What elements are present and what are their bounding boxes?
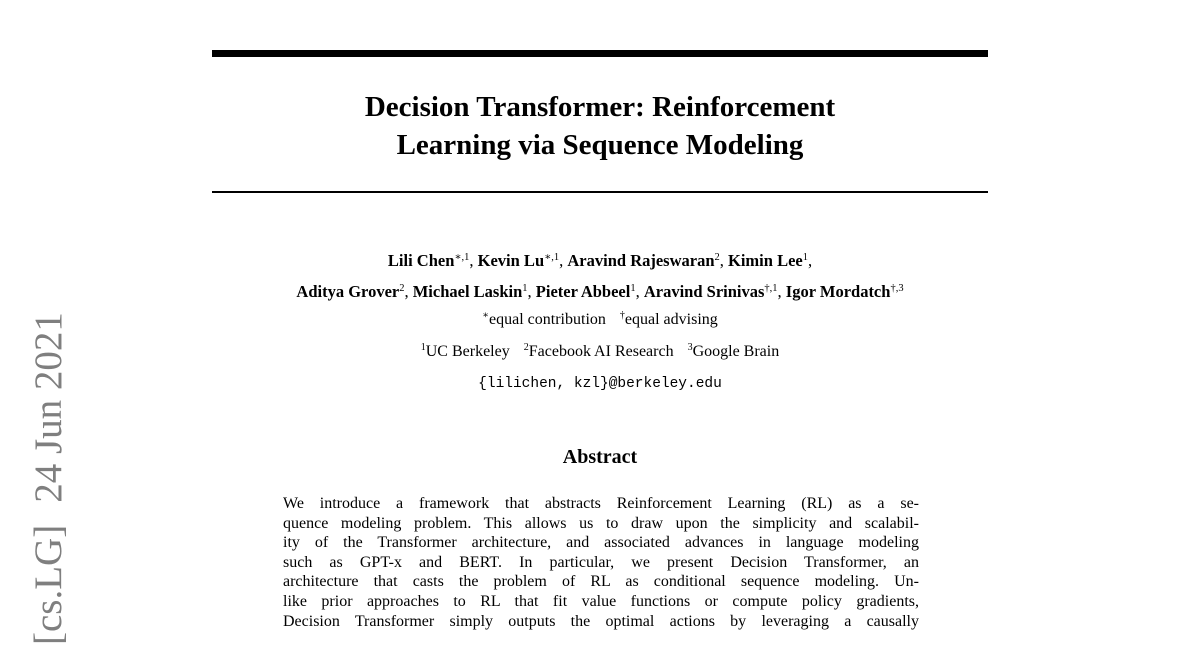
- contact-email: {lilichen, kzl}@berkeley.edu: [478, 376, 722, 392]
- title-line: Learning via Sequence Modeling: [396, 129, 804, 161]
- abstract-line: Decision Transformer simply outputs the optimal actions by leveraging a causally: [283, 612, 919, 630]
- author-line: Aditya Grover$^2$, Michael Laskin$^1$, Pieter Abbeel$^1$, Aravind Srinivas$^{\dagger,1}$, Igor Mordatch$^{\dagger,3}$: [296, 282, 904, 301]
- author-name: Lili Chen: [387, 251, 455, 270]
- paper-title: [212, 88, 988, 164]
- affiliation-mark: 2: [523, 342, 529, 353]
- author-affiliation-mark: 1: [802, 252, 808, 263]
- author-name: Aravind Rajeswaran: [567, 251, 715, 270]
- author-affiliation-mark: †,3: [890, 283, 904, 294]
- title-line: Decision Transformer: Reinforcement: [364, 91, 836, 123]
- equal-contribution-note: equal contribution: [489, 311, 606, 328]
- author-name: Aravind Srinivas: [643, 282, 765, 301]
- abstract-heading: Abstract: [562, 446, 638, 468]
- abstract-line: We introduce a framework that abstracts Reinforcement Learning (RL) as a se-: [283, 495, 919, 512]
- author-notes: [212, 305, 988, 399]
- arxiv-stamp: [28, 312, 70, 645]
- abstract-line: quence modeling problem. This allows us to draw upon the simplicity and scalabil-: [283, 514, 919, 532]
- contribution-notes: [212, 305, 988, 337]
- affiliations: [212, 337, 988, 369]
- author-affiliation-mark: ∗,1: [454, 252, 470, 263]
- author-name: Kevin Lu: [477, 251, 545, 270]
- title-rule: [212, 191, 988, 193]
- author-name: Igor Mordatch: [785, 282, 891, 301]
- arxiv-date: 24 Jun 2021: [27, 312, 70, 503]
- author-name: Kimin Lee: [728, 251, 803, 270]
- top-rule: [212, 50, 988, 57]
- affiliation-mark: 1: [420, 342, 426, 353]
- affiliation-name: Google Brain: [692, 343, 780, 360]
- author-line: Lili Chen$^{∗,1}$, Kevin $Lu^{∗,1}$, Aravind Rajeswaran$^2$, Kimin Lee$^1$,: [387, 251, 813, 270]
- footnote-mark: ∗: [482, 310, 490, 321]
- abstract-line: like prior approaches to RL that fit value functions or compute policy gradients,: [283, 592, 919, 610]
- author-affiliation-mark: 2: [399, 283, 405, 294]
- abstract-body: [283, 494, 919, 631]
- author-affiliation-mark: 1: [630, 283, 636, 294]
- author-name: Michael Laskin: [412, 282, 523, 301]
- author-affiliation-mark: ∗,1: [544, 252, 560, 263]
- abstract-line: architecture that casts the problem of RL as conditional sequence modeling. Un-: [283, 573, 919, 591]
- abstract-line: ity of the Transformer architecture, and associated advances in language modeling: [283, 534, 919, 552]
- arxiv-category: [cs.LG]: [27, 524, 70, 645]
- affiliation-name: UC Berkeley: [425, 343, 510, 360]
- author-affiliation-mark: †,1: [764, 283, 778, 294]
- author-name: Pieter Abbeel: [535, 282, 631, 301]
- equal-advising-note: equal advising: [624, 311, 718, 328]
- footnote-mark: †: [619, 310, 625, 321]
- abstract-line: such as GPT-x and BERT. In particular, we present Decision Transformer, an: [283, 553, 919, 571]
- author-list: [212, 247, 988, 309]
- author-affiliation-mark: 1: [522, 283, 528, 294]
- affiliation-name: Facebook AI Research: [528, 343, 674, 360]
- affiliation-mark: 3: [687, 342, 693, 353]
- author-affiliation-mark: 2: [714, 252, 720, 263]
- author-name: Aditya Grover: [296, 282, 400, 301]
